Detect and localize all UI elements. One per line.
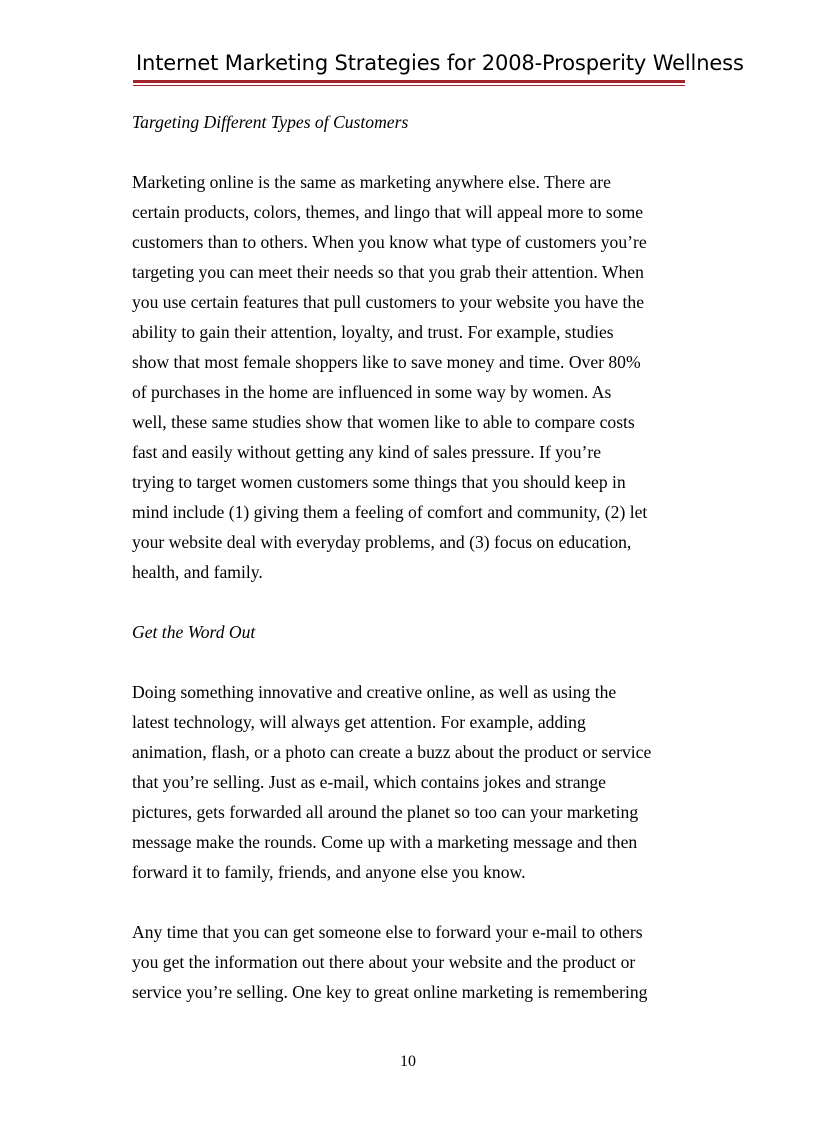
text-line: you get the information out there about your website and the product or	[132, 952, 636, 972]
section-heading: Targeting Different Types of Customers	[132, 112, 409, 132]
header-rule	[133, 80, 685, 83]
page-number: 10	[400, 1053, 416, 1070]
text-line: Doing something innovative and creative online, as well as using the	[132, 682, 617, 702]
page-body	[132, 107, 692, 1007]
spacer	[132, 137, 692, 167]
spacer	[132, 587, 692, 617]
text-line: mind include (1) giving them a feeling of comfort and community, (2) let	[132, 502, 648, 522]
text-line: your website deal with everyday problems, and (3) focus on education,	[132, 532, 632, 552]
text-line: latest technology, will always get attention. For example, adding	[132, 712, 586, 732]
text-line: service you’re selling. One key to great online marketing is remembering	[132, 982, 648, 1002]
text-line: ability to gain their attention, loyalty, and trust. For example, studies	[132, 322, 614, 342]
text-line: forward it to family, friends, and anyone else you know.	[132, 862, 526, 882]
text-line: pictures, gets forwarded all around the planet so too can your marketing	[132, 802, 639, 822]
running-header-title: Internet Marketing Strategies for 2008-Prosperity Wellness	[136, 51, 744, 75]
text-line: targeting you can meet their needs so that you grab their attention. When	[132, 262, 644, 282]
text-line: show that most female shoppers like to save money and time. Over 80%	[132, 352, 641, 372]
text-line: Any time that you can get someone else to forward your e-mail to others	[132, 922, 643, 942]
text-line: fast and easily without getting any kind of sales pressure. If you’re	[132, 442, 602, 462]
text-line: certain products, colors, themes, and lingo that will appeal more to some	[132, 202, 644, 222]
text-line: Marketing online is the same as marketing anywhere else. There are	[132, 172, 611, 192]
body-paragraph	[132, 677, 692, 887]
text-line: trying to target women customers some things that you should keep in	[132, 472, 626, 492]
text-line: customers than to others. When you know what type of customers you’re	[132, 232, 647, 252]
body-paragraph	[132, 917, 692, 1007]
text-line: you use certain features that pull customers to your website you have the	[132, 292, 645, 312]
text-line: that you’re selling. Just as e-mail, which contains jokes and strange	[132, 772, 606, 792]
spacer	[132, 647, 692, 677]
text-line: message make the rounds. Come up with a marketing message and then	[132, 832, 638, 852]
spacer	[132, 887, 692, 917]
text-line: well, these same studies show that women like to able to compare costs	[132, 412, 635, 432]
section-heading: Get the Word Out	[132, 622, 256, 642]
header-rule-secondary	[133, 85, 685, 86]
text-line: animation, flash, or a photo can create a buzz about the product or service	[132, 742, 652, 762]
text-line: of purchases in the home are influenced in some way by women. As	[132, 382, 612, 402]
text-line: health, and family.	[132, 562, 263, 582]
body-paragraph	[132, 167, 692, 587]
